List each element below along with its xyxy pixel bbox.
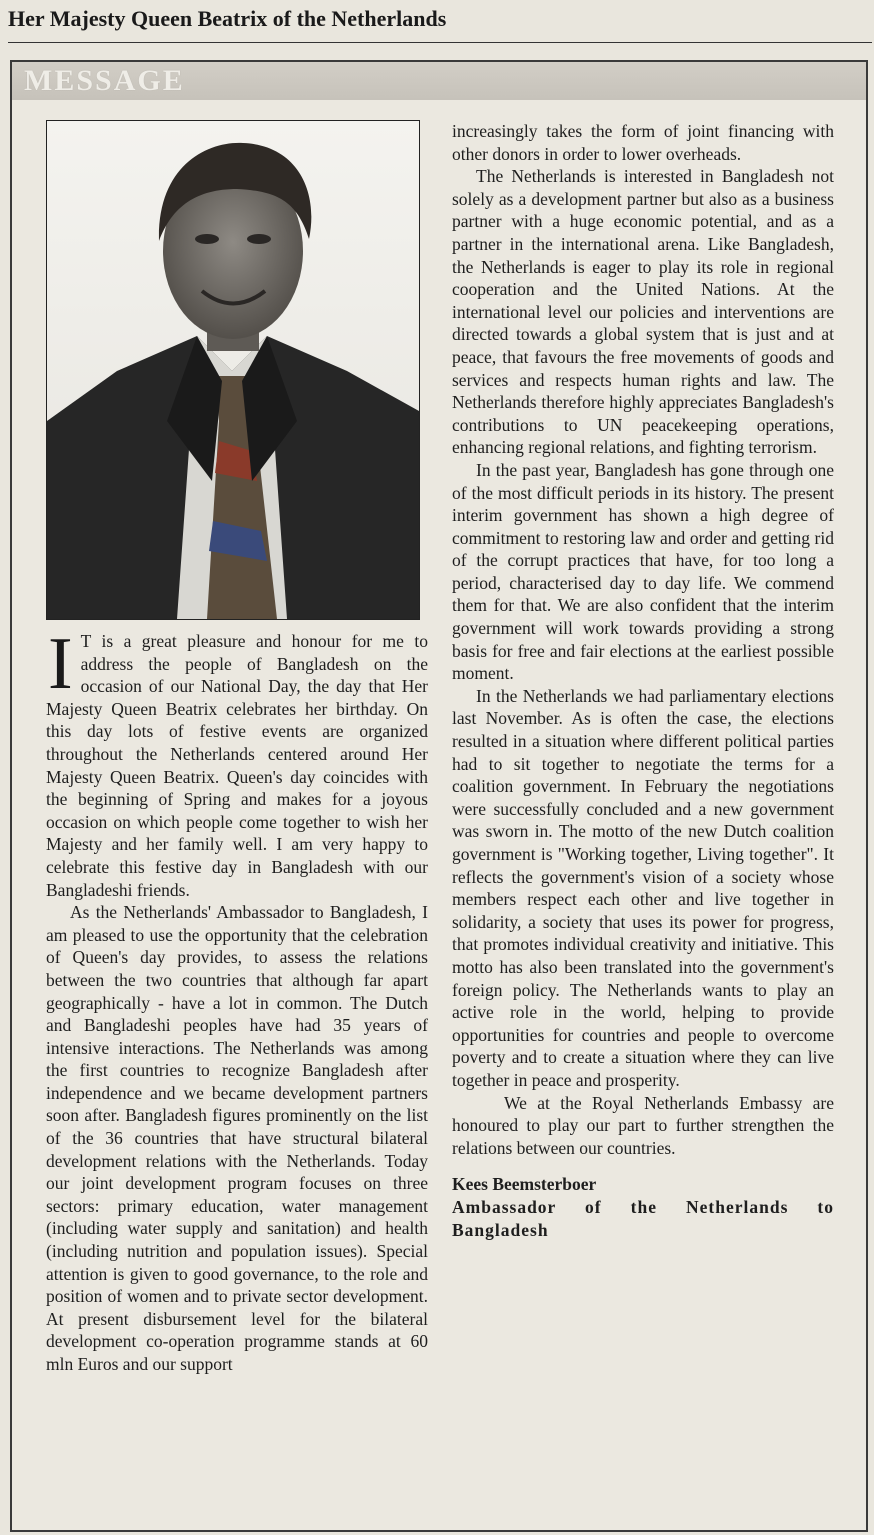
signature-name: Kees Beemsterboer: [452, 1174, 597, 1195]
signature-title: Ambassador of the Netherlands to Bangladesh: [452, 1196, 834, 1240]
article-paragraph: In the past year, Bangladesh has gone through one of the most difficult periods in its history. The present interim government has shown a high degree of commitment to restoring law and order and getting rid of the corrupt practices that have, for too long a period, characterised day to day life. We commend them for that. We are also confident that the interim government will work towards providing a strong basis for free and fair elections at the earliest possible moment.: [452, 459, 834, 684]
article-paragraph: T is a great pleasure and honour for me to address the people of Bangladesh on the occasion of our National Day, the day that Her Majesty Queen Beatrix celebrates her birthday. On this day lots of festive events are organized throughout the Netherlands centered around Her Majesty Queen Beatrix. Queen's day coincides with the beginning of Spring and makes for a joyous occasion on which people come together to wish her Majesty and her family well. I am very happy to celebrate this festive day in Bangladesh with our Bangladeshi friends.: [46, 631, 428, 900]
page-headline: Her Majesty Queen Beatrix of the Netherlands: [8, 6, 447, 31]
article-paragraph: increasingly takes the form of joint financing with other donors in order to lower overheads.: [452, 121, 834, 164]
article-left-column: [46, 623, 428, 1376]
article-paragraph: In the Netherlands we had parliamentary elections last November. As is often the case, the elections resulted in a situation where different political parties had to sit together to negotiate the terms for a coalition government. In February the negotiations were successfully concluded and a new government was sworn in. The motto of the new Dutch coalition government is "Working together, Living together". It reflects the government's vision of a society whose members respect each other and live together in solidarity, a society that uses its power for progress, that promotes individual creativity and initiative. This motto has also been translated into the government's foreign policy. The Netherlands wants to play an active role in the world, helping to provide opportunities for countries and people to overcome poverty and to create a situation where they can live together in peace and prosperity.: [452, 685, 834, 1090]
article-paragraph: As the Netherlands' Ambassador to Bangladesh, I am pleased to use the opportunity that the celebration of Queen's day provides, to assess the relations between the two countries that although far apart geographically - have a lot in common. The Dutch and Bangladeshi peoples have had 35 years of intensive interactions. The Netherlands was among the first countries to recognize Bangladesh after independence and we became development partners soon after. Bangladesh figures prominently on the list of the 36 countries that have structural bilateral development relations with the Netherlands. Today our joint development program focuses on three sectors: primary education, water management (including water supply and sanitation) and health (including nutrition and population issues). Special attention is given to good governance, to the role and position of women and to private sector development. At present disbursement level for the bilateral development co-operation programme stands at 60 mln Euros and our support: [46, 902, 428, 1374]
article-right-column: [452, 120, 834, 1241]
ambassador-photo: [46, 120, 420, 620]
section-label: MESSAGE: [24, 64, 185, 97]
article-paragraph: We at the Royal Netherlands Embassy are honoured to play our part to further strengthen the relations between our countries.: [452, 1092, 834, 1158]
headline-rule: [8, 42, 872, 43]
drop-cap: I: [48, 623, 73, 705]
article-paragraph: The Netherlands is interested in Bangladesh not solely as a development partner but also as a business partner with a huge economic potential, and as a partner in the international arena. Like Bangladesh, the Netherlands is eager to play its role in regional cooperation and the United Nations. At the international level our policies and interventions are directed towards a global system that is just and at peace, that favours the free movements of goods and services and respects human rights and law. The Netherlands therefore highly appreciates Bangladesh's contributions to UN peacekeeping operations, enhancing regional relations, and fighting terrorism.: [452, 166, 834, 458]
